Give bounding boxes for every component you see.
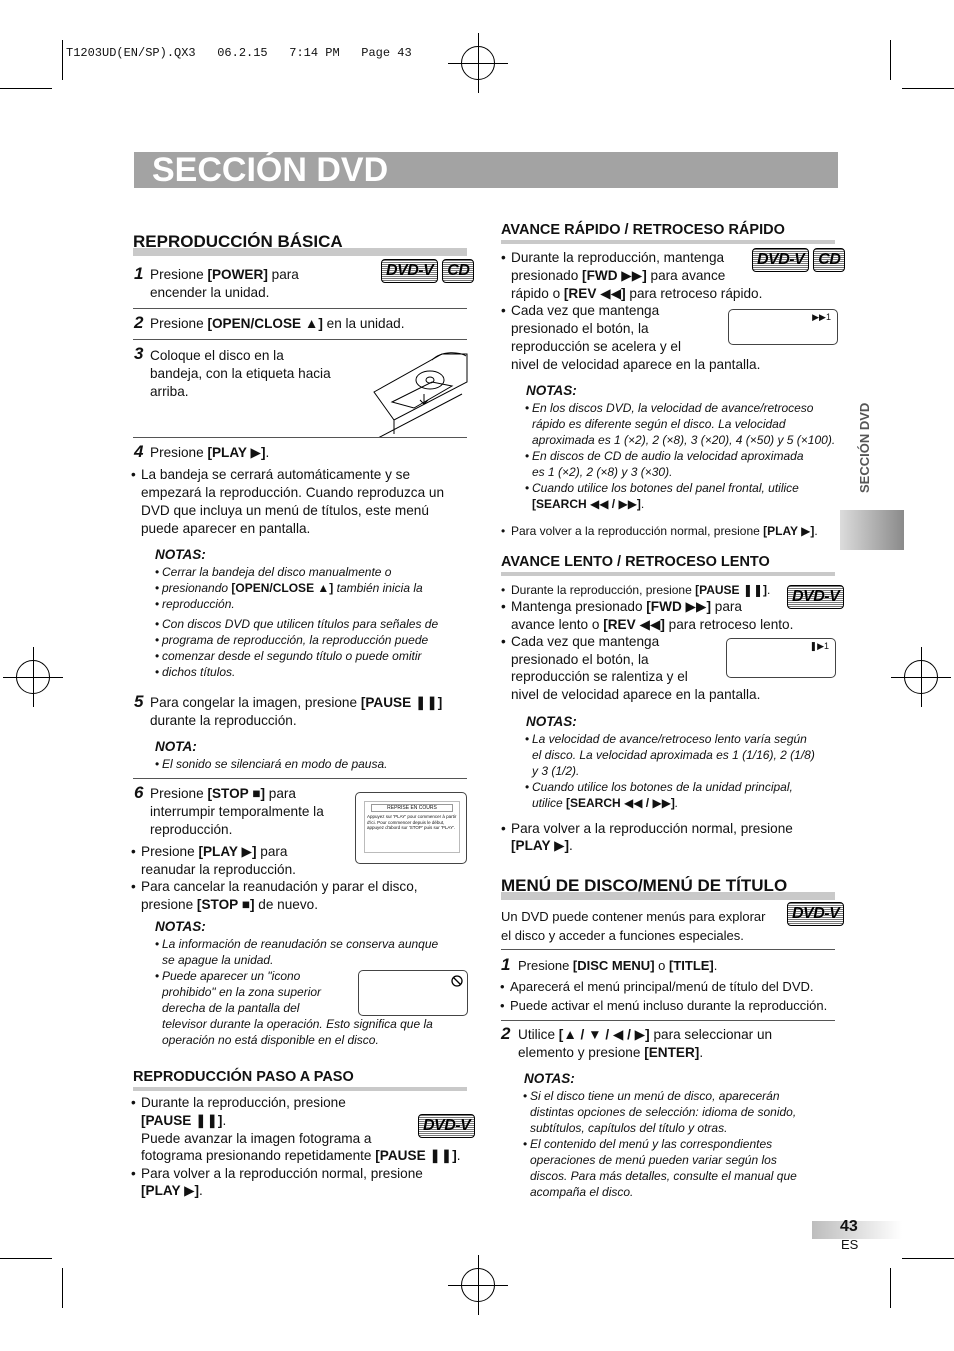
print-header: T1203UD(EN/SP).QX3 06.2.15 7:14 PM Page 43 [66,46,412,60]
notes-heading: NOTAS: [524,1071,575,1086]
note-text: • Con discos DVD que utilicen títulos para señales de [162,616,438,632]
badge-group [752,248,849,272]
crop-mark [890,1268,891,1308]
note-text: [SEARCH ◀◀ / ▶▶]. [532,497,645,511]
body-text: Puede avanzar la imagen fotograma a [141,1131,372,1146]
bullet-text: reproducción se ralentiza y el [511,669,688,684]
crop-mark [902,88,954,89]
bullet-text: • Para cancelar la reanudación y parar el disco, [141,878,418,896]
bullet-text: presionado el botón, la [511,321,649,336]
note-text: • En los discos DVD, la velocidad de avance/retroceso [532,400,813,416]
divider [133,778,467,779]
note-text: acompaña el disco. [530,1185,634,1199]
badge-group [787,585,848,609]
note-text: • programa de reproducción, la reproducción puede [162,632,428,648]
dvd-badge: DVD-V [787,585,844,609]
note-text: • dichos títulos. [162,664,235,680]
step-text: Para congelar la imagen, presione [PAUSE ❚❚] [150,695,443,710]
step-number: 4 [134,442,144,461]
resume-screen [355,792,467,864]
divider [133,437,467,438]
speed-indicator: ▶▶1 [812,312,831,322]
step-text: arriba. [150,384,189,399]
fast-title: AVANCE RÁPIDO / RETROCESO RÁPIDO [501,221,835,239]
bullet-text: empezará la reproducción. Cuando reproduzca un [141,485,445,500]
note-text: el disco. La velocidad aproximada es 1 (1/16), 2 (1/8) [532,748,815,762]
fast-speed-screen [728,309,838,345]
side-tab-label: SECCIÓN DVD [857,402,872,493]
bullet-text: avance lento o [REV ◀◀] para retroceso lento. [511,617,794,632]
step-title: REPRODUCCIÓN PASO A PASO [133,1068,467,1086]
slow-title: AVANCE LENTO / RETROCESO LENTO [501,553,835,571]
resume-screen-text: Appuyez sur 'PLAY' pour commencer à partir d'ici. Pour commencer depuis le début, appuyez d'abord sur 'STOP' puis sur 'PLAY'. [367,814,457,830]
bullet-text: • Presione [PLAY ▶] para [141,843,287,861]
page-number: 43 [840,1218,858,1235]
note-text: • La velocidad de avance/retroceso lento varía según [532,731,807,747]
step-text: Presione [STOP ■] para [150,786,296,801]
bullet-text: • Durante la reproducción, mantenga [511,249,724,267]
bullet-text: • Cada vez que mantenga [511,633,659,651]
bullet-text: • Cada vez que mantenga [511,302,659,320]
disc-tray-illustration [372,342,468,438]
divider [133,339,467,340]
bullet-text: [PLAY ▶]. [511,838,573,853]
prohibited-icon [451,975,463,987]
step-text: durante la reproducción. [150,713,297,728]
divider [133,308,467,309]
body-text: el disco y acceder a funciones especiales. [501,928,744,943]
step-text: elemento y presione [ENTER]. [518,1045,704,1060]
registration-mark [461,1268,495,1302]
speed-indicator: ❚▶1 [809,641,829,651]
bullet-text: puede aparecer en pantalla. [141,521,311,536]
menu-title: MENÚ DE DISCO/MENÚ DE TÍTULO [501,876,835,896]
step-text: Presione [POWER] para [150,267,299,282]
badge-group [381,259,478,283]
note-text: es 1 (×2), 2 (×8) y 3 (×30). [532,465,673,479]
note-text: • reproducción. [162,596,235,612]
step-text: reproducción. [150,822,233,837]
divider [501,949,835,950]
crop-mark [0,1258,52,1259]
note-text: • Puede aparecer un "icono [162,968,300,984]
bullet-text: • Durante la reproducción, presione [141,1094,346,1112]
prohibited-screen [358,970,468,1016]
section-banner [134,152,838,188]
note-text: derecha de la pantalla del [162,1001,300,1015]
bullet-text: reanudar la reproducción. [141,862,296,877]
dvd-badge: DVD-V [381,259,438,283]
dvd-badge: DVD-V [418,1114,475,1138]
note-text: rápido es diferente según el disco. La velocidad [532,417,786,431]
bullet-text: • Para volver a la reproducción normal, presione [511,820,793,838]
bullet-text: nivel de velocidad aparece en la pantalla. [511,687,761,702]
crop-mark [902,1258,954,1259]
notes-heading: NOTAS: [155,919,206,934]
step-number: 1 [501,955,511,974]
bullet-text: nivel de velocidad aparece en la pantalla. [511,357,761,372]
notes-heading: NOTAS: [526,714,577,729]
step-text: bandeja, con la etiqueta hacia [150,366,331,381]
bullet-text: • Mantenga presionado [FWD ▶▶] para [511,598,742,616]
bullet-text: presione [STOP ■] de nuevo. [141,897,318,912]
slow-speed-screen [726,638,836,678]
notes-heading: NOTAS: [526,383,577,398]
note-text: prohibido" en la zona superior [162,985,322,999]
step-number: 6 [134,783,144,802]
step-text: encender la unidad. [150,285,270,300]
basic-title: REPRODUCCIÓN BÁSICA [133,232,467,252]
dvd-badge: DVD-V [752,248,809,272]
bullet-text: • La bandeja se cerrará automáticamente y se [141,466,410,484]
step-text: interrumpir temporalmente la [150,804,324,819]
note-text: televisor durante la operación. Esto significa que la [162,1017,433,1031]
note-text: • En discos de CD de audio la velocidad aproximada [532,448,804,464]
bullet-text: presionado [FWD ▶▶] para avance [511,268,726,283]
note-text: y 3 (1/2). [532,764,580,778]
dvd-badge: DVD-V [787,902,844,926]
step-number: 3 [134,344,144,363]
bullet-text: [PAUSE ❚❚]. [141,1113,227,1128]
bullet-text: • Para volver a la reproducción normal, presione [141,1165,423,1183]
crop-mark [62,1268,63,1308]
note-text: • presionando [OPEN/CLOSE ▲] también inicia la [162,580,423,596]
note-text: utilice [SEARCH ◀◀ / ▶▶]. [532,796,679,810]
notes-heading: NOTA: [155,739,197,754]
bullet-text: [PLAY ▶]. [141,1183,203,1198]
note-text: operaciones de menú pueden variar según los [530,1153,777,1167]
notes-heading: NOTAS: [155,547,206,562]
step-text: Presione [OPEN/CLOSE ▲] en la unidad. [150,316,405,331]
cd-badge: CD [442,259,474,283]
note-text: • comenzar desde el segundo título o puede omitir [162,648,422,664]
resume-screen-title: REPRISE EN COURS [371,804,453,812]
registration-mark [461,46,495,80]
note-text: distintas opciones de selección: idioma de sonido, [530,1105,797,1119]
note-text: • El sonido se silenciará en modo de pausa. [162,756,387,772]
body-text: Un DVD puede contener menús para explorar [501,909,766,924]
crop-mark [62,40,63,80]
note-text: se apague la unidad. [162,953,274,967]
step-number: 2 [134,313,144,332]
step-text: Presione [DISC MENU] o [TITLE]. [518,958,718,973]
registration-mark [16,660,50,694]
badge-group [418,1114,479,1138]
note-text: • El contenido del menú y las correspondientes [530,1136,772,1152]
cd-badge: CD [813,248,845,272]
step-number: 5 [134,692,144,711]
bullet-text: presionado el botón, la [511,652,649,667]
crop-mark [0,88,52,89]
note-text: • La información de reanudación se conserva aunque [162,936,438,952]
bullet-text: • Aparecerá el menú principal/menú de título del DVD. [510,978,814,996]
bullet-text: reproducción se acelera y el [511,339,682,354]
divider [501,1020,835,1021]
note-text: • Cuando utilice los botones del panel frontal, utilice [532,480,799,496]
note-text: • Cerrar la bandeja del disco manualmente o [162,564,391,580]
step-number: 1 [134,264,144,283]
bullet-text: DVD que incluya un menú de títulos, este menú [141,503,429,518]
bullet-text: • Durante la reproducción, presione [PAUSE ❚❚]. [511,581,770,599]
note-text: operación no está disponible en el disco. [162,1033,379,1047]
bullet-text: • Puede activar el menú incluso durante la reproducción. [510,997,827,1015]
page-title: SECCIÓN DVD [152,151,389,189]
step-number: 2 [501,1024,511,1043]
bullet-text: rápido o [REV ◀◀] para retroceso rápido. [511,286,763,301]
note-text: aproximada es 1 (×2), 2 (×8), 3 (×20), 4 (×50) y 5 (×100). [532,433,836,447]
badge-group [787,902,848,926]
body-text: fotograma presionando repetidamente [PAUSE ❚❚]. [141,1148,461,1163]
step-text: Coloque el disco en la [150,348,284,363]
note-text: • Si el disco tiene un menú de disco, aparecerán [530,1088,780,1104]
crop-mark [890,40,891,80]
note-text: discos. Para más detalles, consulte el manual que [530,1169,797,1183]
note-text: • Cuando utilice los botones de la unidad principal, [532,779,793,795]
registration-mark [904,660,938,694]
step-text: Utilice [▲ / ▼ / ◀ / ▶] para seleccionar un [518,1027,773,1042]
side-tab [840,510,904,550]
bullet-text: • Para volver a la reproducción normal, presione [PLAY ▶]. [511,522,818,540]
page-language: ES [841,1237,859,1252]
step-text: Presione [PLAY ▶]. [150,445,270,460]
note-text: subtítulos, capítulos del título y otras. [530,1121,728,1135]
